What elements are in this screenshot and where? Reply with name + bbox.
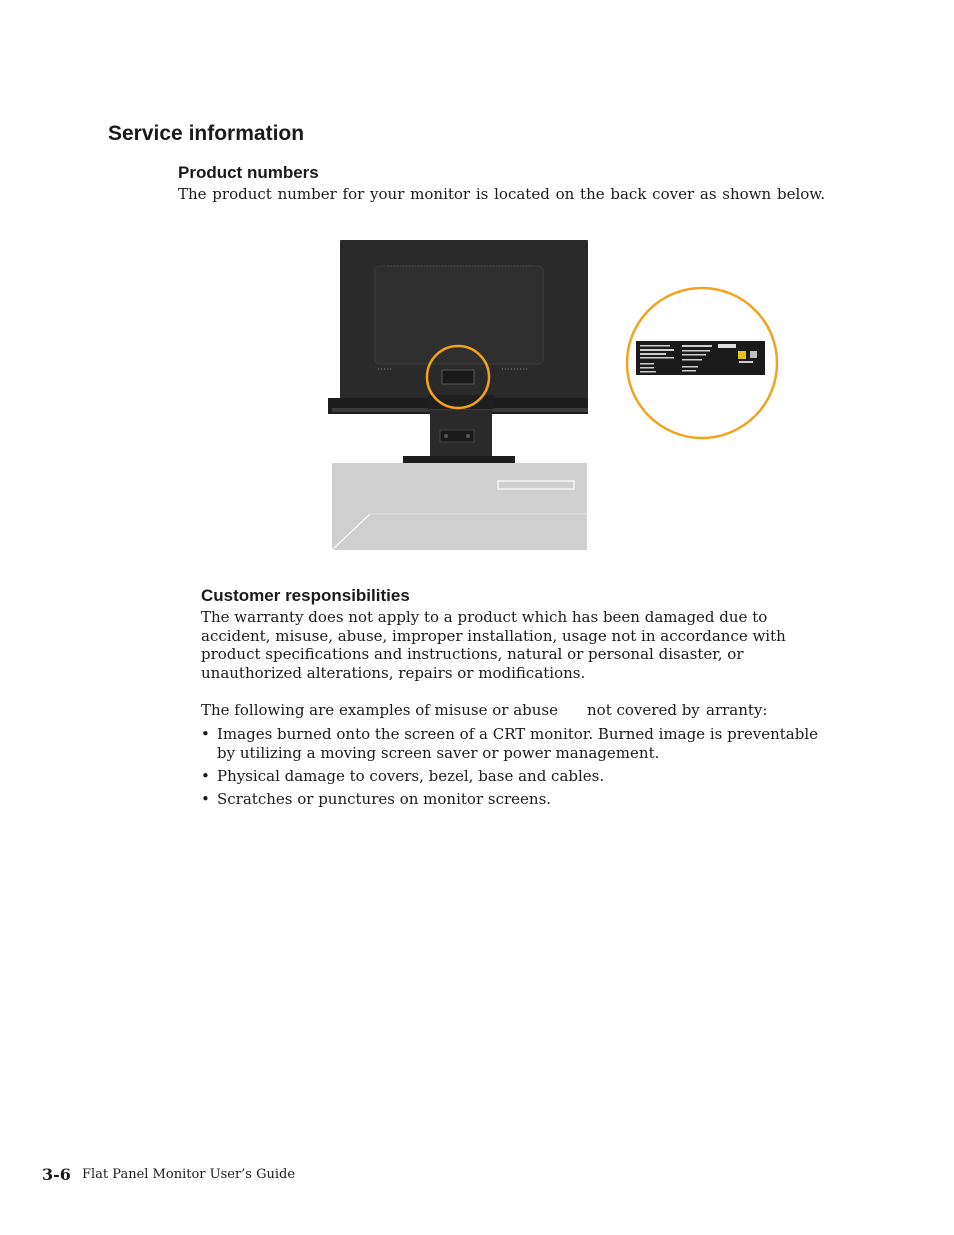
paragraph-line: product specifications and instructions, natural or personal disaster, or [201, 645, 744, 663]
list-item [201, 725, 818, 762]
stand-base [332, 463, 587, 550]
product-numbers-heading: Product numbers [178, 163, 319, 182]
page-number: 3-6 [42, 1165, 71, 1184]
monitor-back-figure [320, 230, 790, 560]
paragraph-line: accident, misuse, abuse, improper installation, usage not in accordance with [201, 626, 786, 645]
examples-intro-part3: arranty: [706, 701, 768, 719]
paragraph-line: The warranty does not apply to a product which has been damaged due to [201, 608, 768, 626]
list-item [201, 767, 818, 786]
monitor-body [328, 240, 588, 463]
bullet-glyph: • [201, 725, 210, 743]
paragraph-line: unauthorized alterations, repairs or modifications. [201, 663, 586, 682]
list-item-line: Images burned onto the screen of a CRT monitor. Burned image is preventable [217, 725, 818, 743]
list-item [201, 790, 818, 809]
list-item-line: by utilizing a moving screen saver or power management. [217, 743, 660, 762]
customer-responsibilities-heading: Customer responsibilities [201, 586, 410, 605]
list-item-line: Scratches or punctures on monitor screens. [217, 789, 552, 808]
bullet-glyph: • [201, 789, 210, 808]
bullet-glyph: • [201, 766, 210, 785]
product-numbers-text: The product number for your monitor is located on the back cover as shown below. [178, 185, 826, 203]
misuse-examples-list [201, 725, 818, 813]
book-title: Flat Panel Monitor User’s Guide [82, 1167, 296, 1182]
warranty-paragraph [201, 608, 786, 682]
examples-intro-part1: The following are examples of misuse or abuse [201, 701, 559, 719]
examples-intro-part2: not covered by [587, 701, 700, 719]
label-magnifier [627, 288, 777, 438]
section-title: Service information [108, 122, 305, 145]
list-item-line: Physical damage to covers, bezel, base and cables. [217, 766, 605, 785]
